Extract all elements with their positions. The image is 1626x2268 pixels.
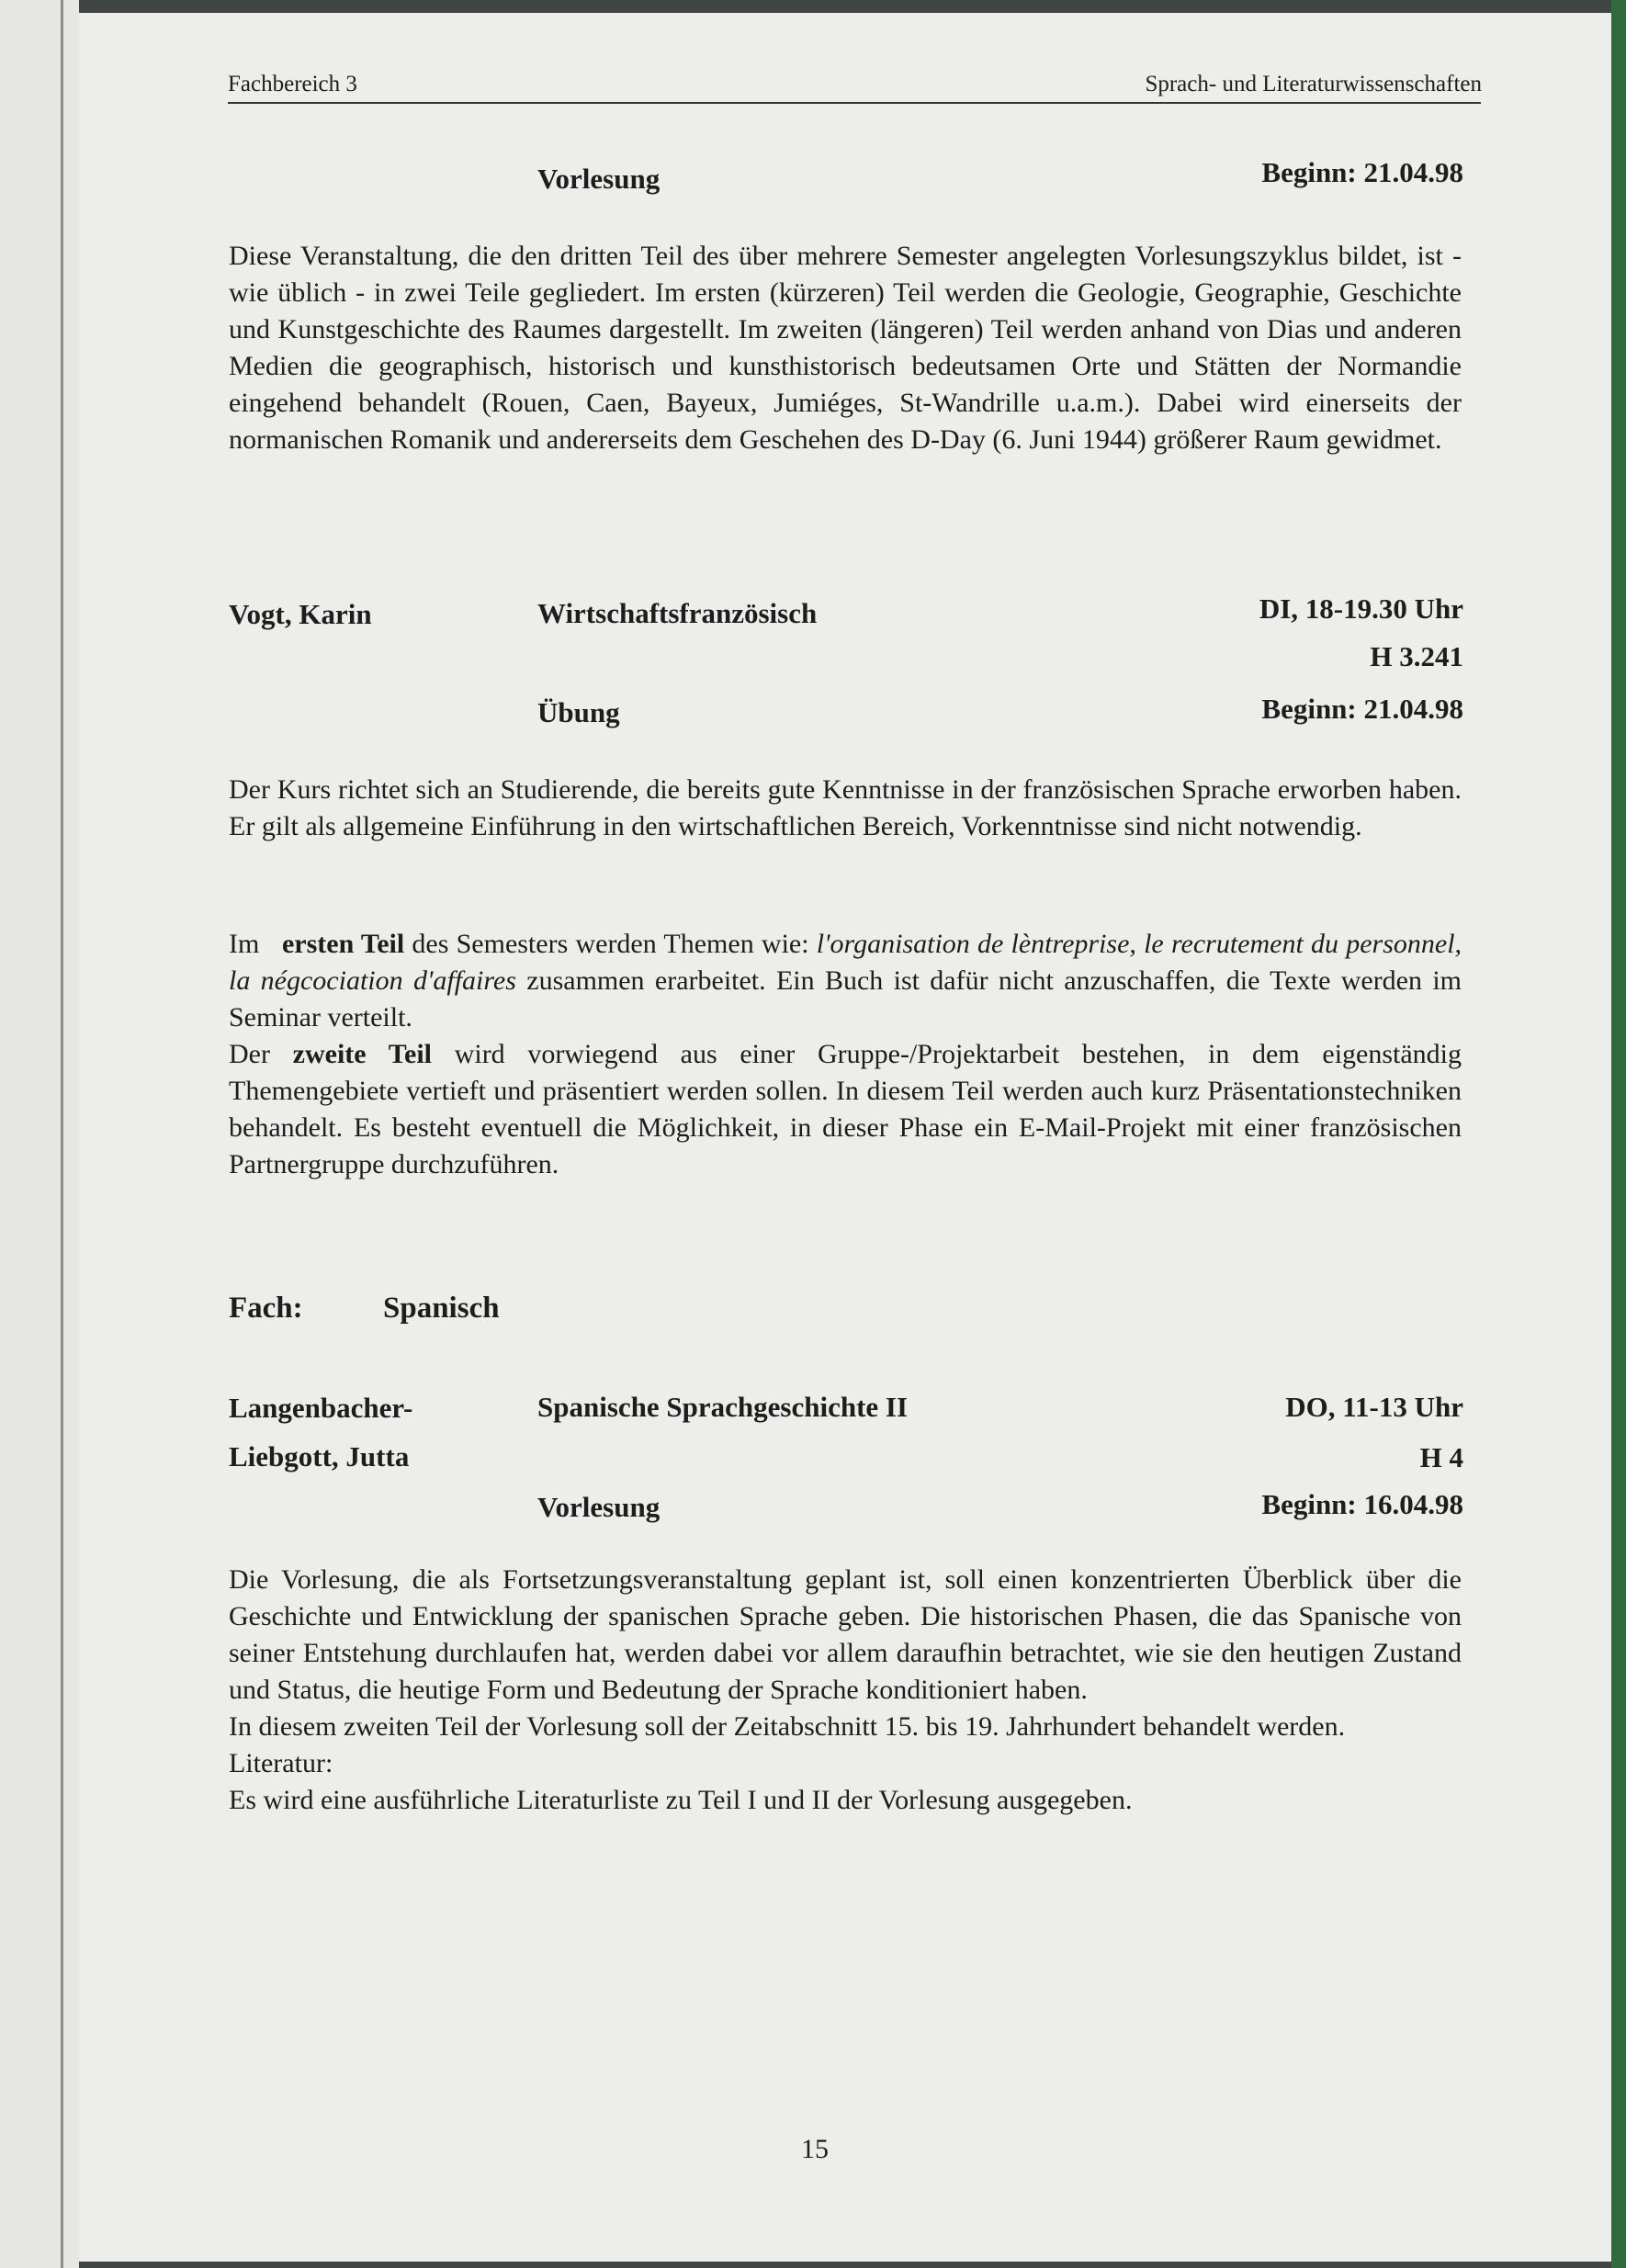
subject-name: Spanisch [383, 1292, 500, 1325]
course3-description [229, 1562, 1462, 1819]
part1-text1: des Semesters werden Themen wie: [412, 929, 809, 959]
course2-part1 [229, 926, 1462, 1036]
part2-bold: zweite Teil [292, 1039, 432, 1069]
course2-parts [229, 926, 1462, 1183]
part1-topics: l'organisation de lèntreprise, le recrutement du personnel, la négcociation d'affaires [229, 929, 1462, 996]
course2-part2 [229, 1036, 1462, 1183]
part1-intro: Im [229, 929, 260, 959]
course3-time: DO, 11-13 Uhr [1285, 1391, 1463, 1423]
course3-room: H 4 [1419, 1441, 1463, 1473]
part2-intro: Der [229, 1039, 270, 1069]
course1-description-text: Diese Veranstaltung, die den dritten Teil des über mehrere Semester angelegten Vorlesungszyklus bildet, ist - wie üblich - in zwei Teile gegliedert. Im ersten (kürzeren) Teil werden die Geologie, Geographie, Geschichte und Kunstgeschichte des Raumes dargestellt. Im zweiten (längeren) Teil werden anhand von Dias und anderen Medien die geographisch, historisch und kunsthistorisch bedeutsamen Orte und Stätten der Normandie eingehend behandelt (Rouen, Caen, Bayeux, Jumiéges, St-Wandrille u.a.m.). Dabei wird einerseits der normanischen Romanik und andererseits dem Geschehen des D-Day (6. Juni 1944) größerer Raum gewidmet. [229, 241, 1462, 455]
course1-type: Vorlesung [537, 163, 661, 195]
course2-description-text: Der Kurs richtet sich an Studierende, die bereits gute Kenntnisse in der französischen Sprache erworben haben. Er gilt als allgemeine Einführung in den wirtschaftlichen Bereich, Vorkenntnisse sind nicht notwendig. [229, 774, 1462, 841]
page-number: 15 [801, 2134, 829, 2164]
part2-text: wird vorwiegend aus einer Gruppe-/Projektarbeit bestehen, in dem eigenständig Themengebiete vertieft und präsentiert werden sollen. In diesem Teil werden auch kurz Präsentationstechniken behandelt. Es besteht eventuell die Möglichkeit, in dieser Phase ein E-Mail-Projekt mit einer französischen Partnergruppe durchzuführen. [229, 1039, 1462, 1179]
course3-description2: In diesem zweiten Teil der Vorlesung soll der Zeitabschnitt 15. bis 19. Jahrhundert behandelt werden. [229, 1711, 1346, 1742]
course2-room: H 3.241 [1370, 640, 1463, 672]
course2-begin: Beginn: 21.04.98 [1261, 693, 1463, 725]
course2-title: Wirtschaftsfranzösisch [537, 597, 818, 629]
header-rule [228, 102, 1481, 104]
course3-lecturer-line1: Langenbacher- [229, 1392, 413, 1424]
course2-description [229, 772, 1462, 845]
subject-label: Fach: [229, 1292, 303, 1325]
header-right: Sprach- und Literaturwissenschaften [1145, 72, 1482, 96]
header-left: Fachbereich 3 [228, 72, 357, 96]
course3-literature-label: Literatur: [229, 1748, 333, 1778]
course3-literature: Es wird eine ausführliche Literaturliste zu Teil I und II der Vorlesung ausgegeben. [229, 1785, 1133, 1815]
course2-type: Übung [537, 696, 620, 728]
part1-bold: ersten Teil [281, 929, 405, 959]
course3-description-text: Die Vorlesung, die als Fortsetzungsveranstaltung geplant ist, soll einen konzentrierten Überblick über die Geschichte und Entwicklung der spanischen Sprache geben. Die historischen Phasen, die das Spanische von seiner Entstehung durchlaufen hat, werden dabei vor allem daraufhin betrachtet, wie sie den heutigen Zustand und Status, die heutige Form und Bedeutung der Sprache konditioniert haben. [229, 1564, 1462, 1705]
course2-lecturer: Vogt, Karin [229, 598, 372, 630]
part1-text2: zusammen erarbeitet. Ein Buch ist dafür nicht anzuschaffen, die Texte werden im Seminar verteilt. [229, 965, 1462, 1032]
course2-time: DI, 18-19.30 Uhr [1259, 592, 1463, 625]
course3-type: Vorlesung [537, 1491, 661, 1523]
course3-title: Spanische Sprachgeschichte II [537, 1391, 909, 1423]
course3-begin: Beginn: 16.04.98 [1261, 1488, 1463, 1520]
course3-lecturer-line2: Liebgott, Jutta [229, 1440, 410, 1473]
course1-description [229, 238, 1462, 458]
course1-begin: Beginn: 21.04.98 [1261, 156, 1463, 188]
